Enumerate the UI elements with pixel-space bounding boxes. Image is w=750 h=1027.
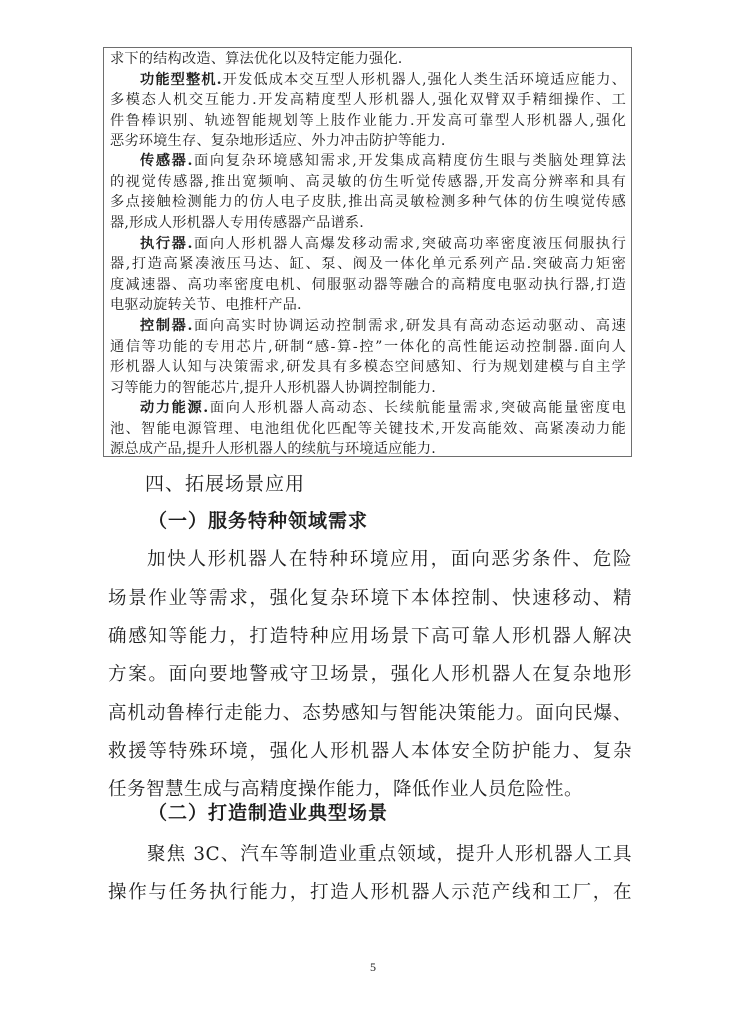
box-text-line — [110, 439, 626, 459]
box-line-text: 求下的结构改造、算法优化以及特定能力强化. — [110, 51, 403, 67]
paragraph-line: 场景作业等需求，强化复杂环境下本体控制、快速移动、精 — [108, 588, 632, 609]
box-line-text: 件鲁棒识别、轨迹智能规划等上肢作业能力.开发高可靠型人形机器人,强化 — [110, 113, 626, 129]
box-line-text: 面向高实时协调运动控制需求,研发具有高动态运动驱动、高速 — [192, 318, 626, 334]
paragraph-line: 救援等特殊环境，强化人形机器人本体安全防护能力、复杂 — [108, 741, 632, 762]
box-text-line — [110, 275, 626, 295]
box-paragraph-title: 功能型整机. — [140, 72, 222, 88]
box-line-text: 多模态人机交互能力.开发高精度型人形机器人,强化双臂双手精细操作、工 — [110, 92, 626, 108]
box-line-text: 池、智能电源管理、电池组优化匹配等关键技术,开发高能效、高紧凑动力能 — [110, 421, 626, 437]
box-paragraph-title: 控制器. — [140, 318, 193, 334]
box-line-text: 面向人形机器人高动态、长续航能量需求,突破高能量密度电 — [208, 400, 626, 416]
section-heading: 四、拓展场景应用 — [145, 473, 306, 495]
box-line-text: 源总成产品,提升人形机器人的续航与环境适应能力. — [110, 441, 436, 457]
box-line-text: 形机器人认知与决策需求,研发具有多模态空间感知、行为规划建模与自主学 — [110, 359, 626, 375]
box-line-text: 习等能力的智能芯片,提升人形机器人协调控制能力. — [110, 380, 436, 396]
paragraph-line: 加快人形机器人在特种环境应用，面向恶劣条件、危险 — [147, 549, 632, 570]
paragraph-line: 高机动鲁棒行走能力、态势感知与智能决策能力。面向民爆、 — [108, 703, 632, 724]
paragraph-line: 任务智慧生成与高精度操作能力，降低作业人员危险性。 — [108, 779, 584, 800]
box-line-text: 度减速器、高功率密度电机、伺服驱动器等融合的高精度电驱动执行器,打造 — [110, 277, 626, 293]
subsection-heading-2: （二）打造制造业典型场景 — [148, 802, 389, 824]
box-paragraph-start-line — [140, 316, 626, 336]
box-text-line — [110, 213, 626, 233]
box-text-line — [110, 192, 626, 212]
box-text-line — [110, 337, 626, 357]
box-text-line — [110, 49, 626, 69]
box-line-text: 恶劣环境生存、复杂地形适应、外力冲击防护等能力. — [110, 133, 446, 149]
paragraph-line: 确感知等能力，打造特种应用场景下高可靠人形机器人解决 — [108, 626, 632, 647]
box-text-line — [110, 419, 626, 439]
box-text-line — [110, 378, 626, 398]
box-line-text: 面向复杂环境感知需求,开发集成高精度仿生眼与类脑处理算法 — [192, 153, 626, 169]
box-paragraph-start-line — [140, 70, 626, 90]
box-paragraph-title: 执行器. — [140, 236, 193, 252]
box-paragraph-title: 传感器. — [140, 153, 193, 169]
box-line-text: 器,打造高紧凑液压马达、缸、泵、阀及一体化单元系列产品.突破高力矩密 — [110, 256, 626, 272]
subsection-heading-1: （一）服务特种领域需求 — [148, 510, 369, 532]
box-line-text: 的视觉传感器,推出宽频响、高灵敏的仿生听觉传感器,开发高分辨率和具有 — [110, 174, 626, 190]
box-text-line — [110, 295, 626, 315]
boxed-text-panel — [103, 47, 632, 457]
box-paragraph-start-line — [140, 398, 626, 418]
box-text-line — [110, 357, 626, 377]
box-text-line — [110, 172, 626, 192]
box-paragraph-start-line — [140, 234, 626, 254]
page-number: 5 — [370, 960, 376, 974]
box-paragraph-title: 动力能源. — [140, 400, 209, 416]
box-text-line — [110, 111, 626, 131]
box-line-text: 面向人形机器人高爆发移动需求,突破高功率密度液压伺服执行 — [192, 236, 626, 252]
box-text-line — [110, 131, 626, 151]
box-line-text: 通信等功能的专用芯片,研制“感-算-控”一体化的高性能运动控制器.面向人 — [110, 339, 626, 355]
box-text-line — [110, 254, 626, 274]
box-text-line — [110, 90, 626, 110]
paragraph-line: 聚焦 3C、汽车等制造业重点领域，提升人形机器人工具 — [147, 844, 632, 865]
box-line-text: 开发低成本交互型人形机器人,强化人类生活环境适应能力、 — [221, 72, 627, 88]
box-line-text: 电驱动旋转关节、电推杆产品. — [110, 297, 302, 313]
paragraph-line: 方案。面向要地警戒守卫场景，强化人形机器人在复杂地形 — [108, 664, 632, 685]
box-line-text: 器,形成人形机器人专用传感器产品谱系. — [110, 215, 365, 231]
box-paragraph-start-line — [140, 151, 626, 171]
box-line-text: 多点接触检测能力的仿人电子皮肤,推出高灵敏检测多种气体的仿生嗅觉传感 — [110, 194, 626, 210]
paragraph-line: 操作与任务执行能力，打造人形机器人示范产线和工厂，在 — [108, 882, 632, 903]
